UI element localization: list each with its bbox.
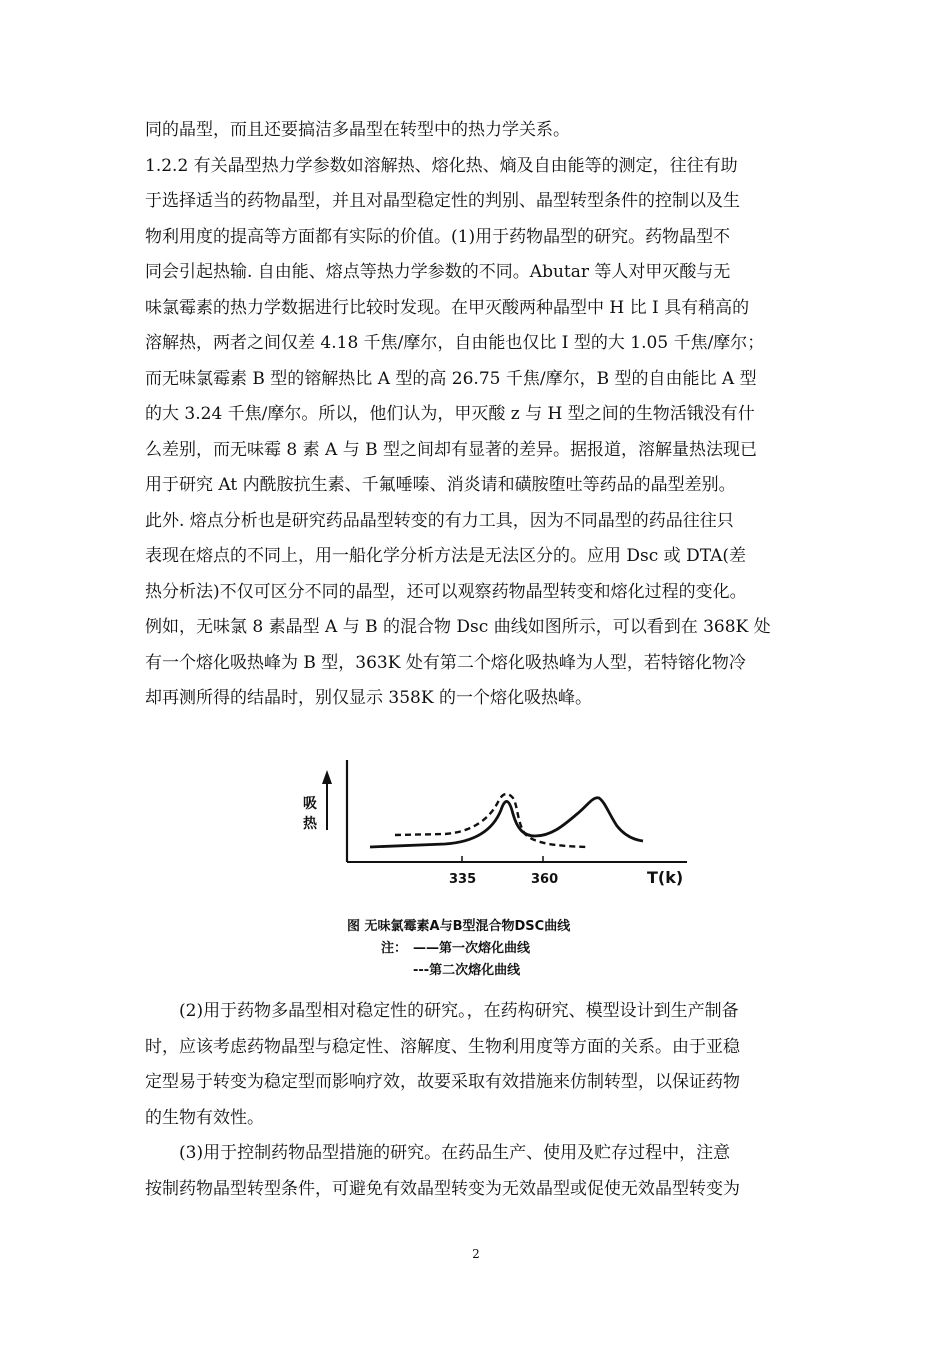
dsc-figure <box>295 752 695 982</box>
text-line: 例如，无味氯 8 素晶型 A 与 B 的混合物 Dsc 曲线如图所示，可以看到在 368K 处 <box>145 617 771 637</box>
x-tick-label: 335 <box>449 872 477 887</box>
figure-note-line-2: ---第二次熔化曲线 <box>413 963 521 978</box>
dsc-curve-plot <box>295 752 695 887</box>
text-line: 表现在熔点的不同上，用一船化学分析方法是无法区分的。应用 Dsc 或 DTA(差 <box>145 546 747 566</box>
figure-caption: 图 无味氯霉素A与B型混合物DSC曲线 <box>347 919 571 934</box>
paragraph-2 <box>145 994 810 1136</box>
text-line: 的大 3.24 千焦/摩尔。所以，他们认为，甲灭酸 z 与 H 型之间的生物活锇没有什 <box>145 404 755 424</box>
y-arrow-head <box>322 770 332 784</box>
text-line: 溶解热，两者之间仅差 4.18 千焦/摩尔，自由能也仅比 I 型的大 1.05 千焦/摩尔； <box>145 333 765 353</box>
text-line: 么差别，而无味霉 8 素 A 与 B 型之间却有显著的差异。据报道，溶解量热法现已 <box>145 439 758 460</box>
first-melting-curve <box>370 798 643 847</box>
text-line: 热分析法)不仅可区分不同的晶型，还可以观察药物晶型转变和熔化过程的变化。 <box>145 581 747 602</box>
second-melting-curve <box>395 794 587 847</box>
text-line: 有一个熔化吸热峰为 B 型，363K 处有第二个熔化吸热峰为人型，若特镕化物冷 <box>145 652 746 673</box>
x-axis-label: T(k) <box>647 868 684 887</box>
text-line: 味氯霉素的热力学数据进行比较时发现。在甲灭酸两种晶型中 H 比 I 具有稍高的 <box>145 297 750 318</box>
figure-note-line-1: ——第一次熔化曲线 <box>413 941 531 956</box>
figure-note-prefix: 注： <box>381 941 408 956</box>
text-line: 却再测所得的结晶时，别仅显示 358K 的一个熔化吸热峰。 <box>145 688 592 708</box>
text-line: 按制药物晶型转型条件，可避免有效晶型转变为无效晶型或促使无效晶型转变为 <box>145 1178 740 1199</box>
text-line: 的生物有效性。 <box>145 1107 264 1128</box>
y-axis-label: 吸热 <box>303 796 317 832</box>
text-line: 时，应该考虑药物晶型与稳定性、溶解度、生物利用度等方面的关系。由于亚稳 <box>145 1036 740 1057</box>
page-number: 2 <box>472 1247 480 1261</box>
text-line: (2)用于药物多晶型相对稳定性的研究。，在药构研究、模型设计到生产制备 <box>179 1001 739 1021</box>
text-line: 而无味氯霉素 B 型的镕解热比 A 型的高 26.75 千焦/摩尔，B 型的自由能比 A 型 <box>145 368 757 389</box>
x-tick-label: 360 <box>531 872 559 887</box>
text-line: 1.2.2 有关晶型热力学参数如溶解热、熔化热、熵及自由能等的测定，往往有助 <box>145 155 738 176</box>
text-line: 物利用度的提高等方面都有实际的价值。(1)用于药物晶型的研究。药物晶型不 <box>145 226 731 247</box>
text-line: 此外. 熔点分析也是研究药品晶型转变的有力工具，因为不同晶型的药品往往只 <box>145 510 734 531</box>
text-line: 定型易于转变为稳定型而影响疗效，故要采取有效措施来仿制转型，以保证药物 <box>145 1072 740 1092</box>
paragraph-3 <box>145 1136 810 1207</box>
text-line: 同会引起热输. 自由能、熔点等热力学参数的不同。Abutar 等人对甲灭酸与无 <box>145 262 731 282</box>
text-line: 同的晶型，而且还要搞洁多晶型在转型中的热力学关系。 <box>145 120 570 140</box>
text-line: 于选择适当的药物晶型，并且对晶型稳定性的判别、晶型转型条件的控制以及生 <box>145 191 740 211</box>
text-line: 用于研究 At 内酰胺抗生素、千氟唾嗪、消炎请和磺胺堕吐等药品的晶型差别。 <box>145 475 736 495</box>
text-line: (3)用于控制药物品型措施的研究。在药品生产、使用及贮存过程中，注意 <box>179 1143 731 1163</box>
paragraph-1 <box>145 113 810 717</box>
